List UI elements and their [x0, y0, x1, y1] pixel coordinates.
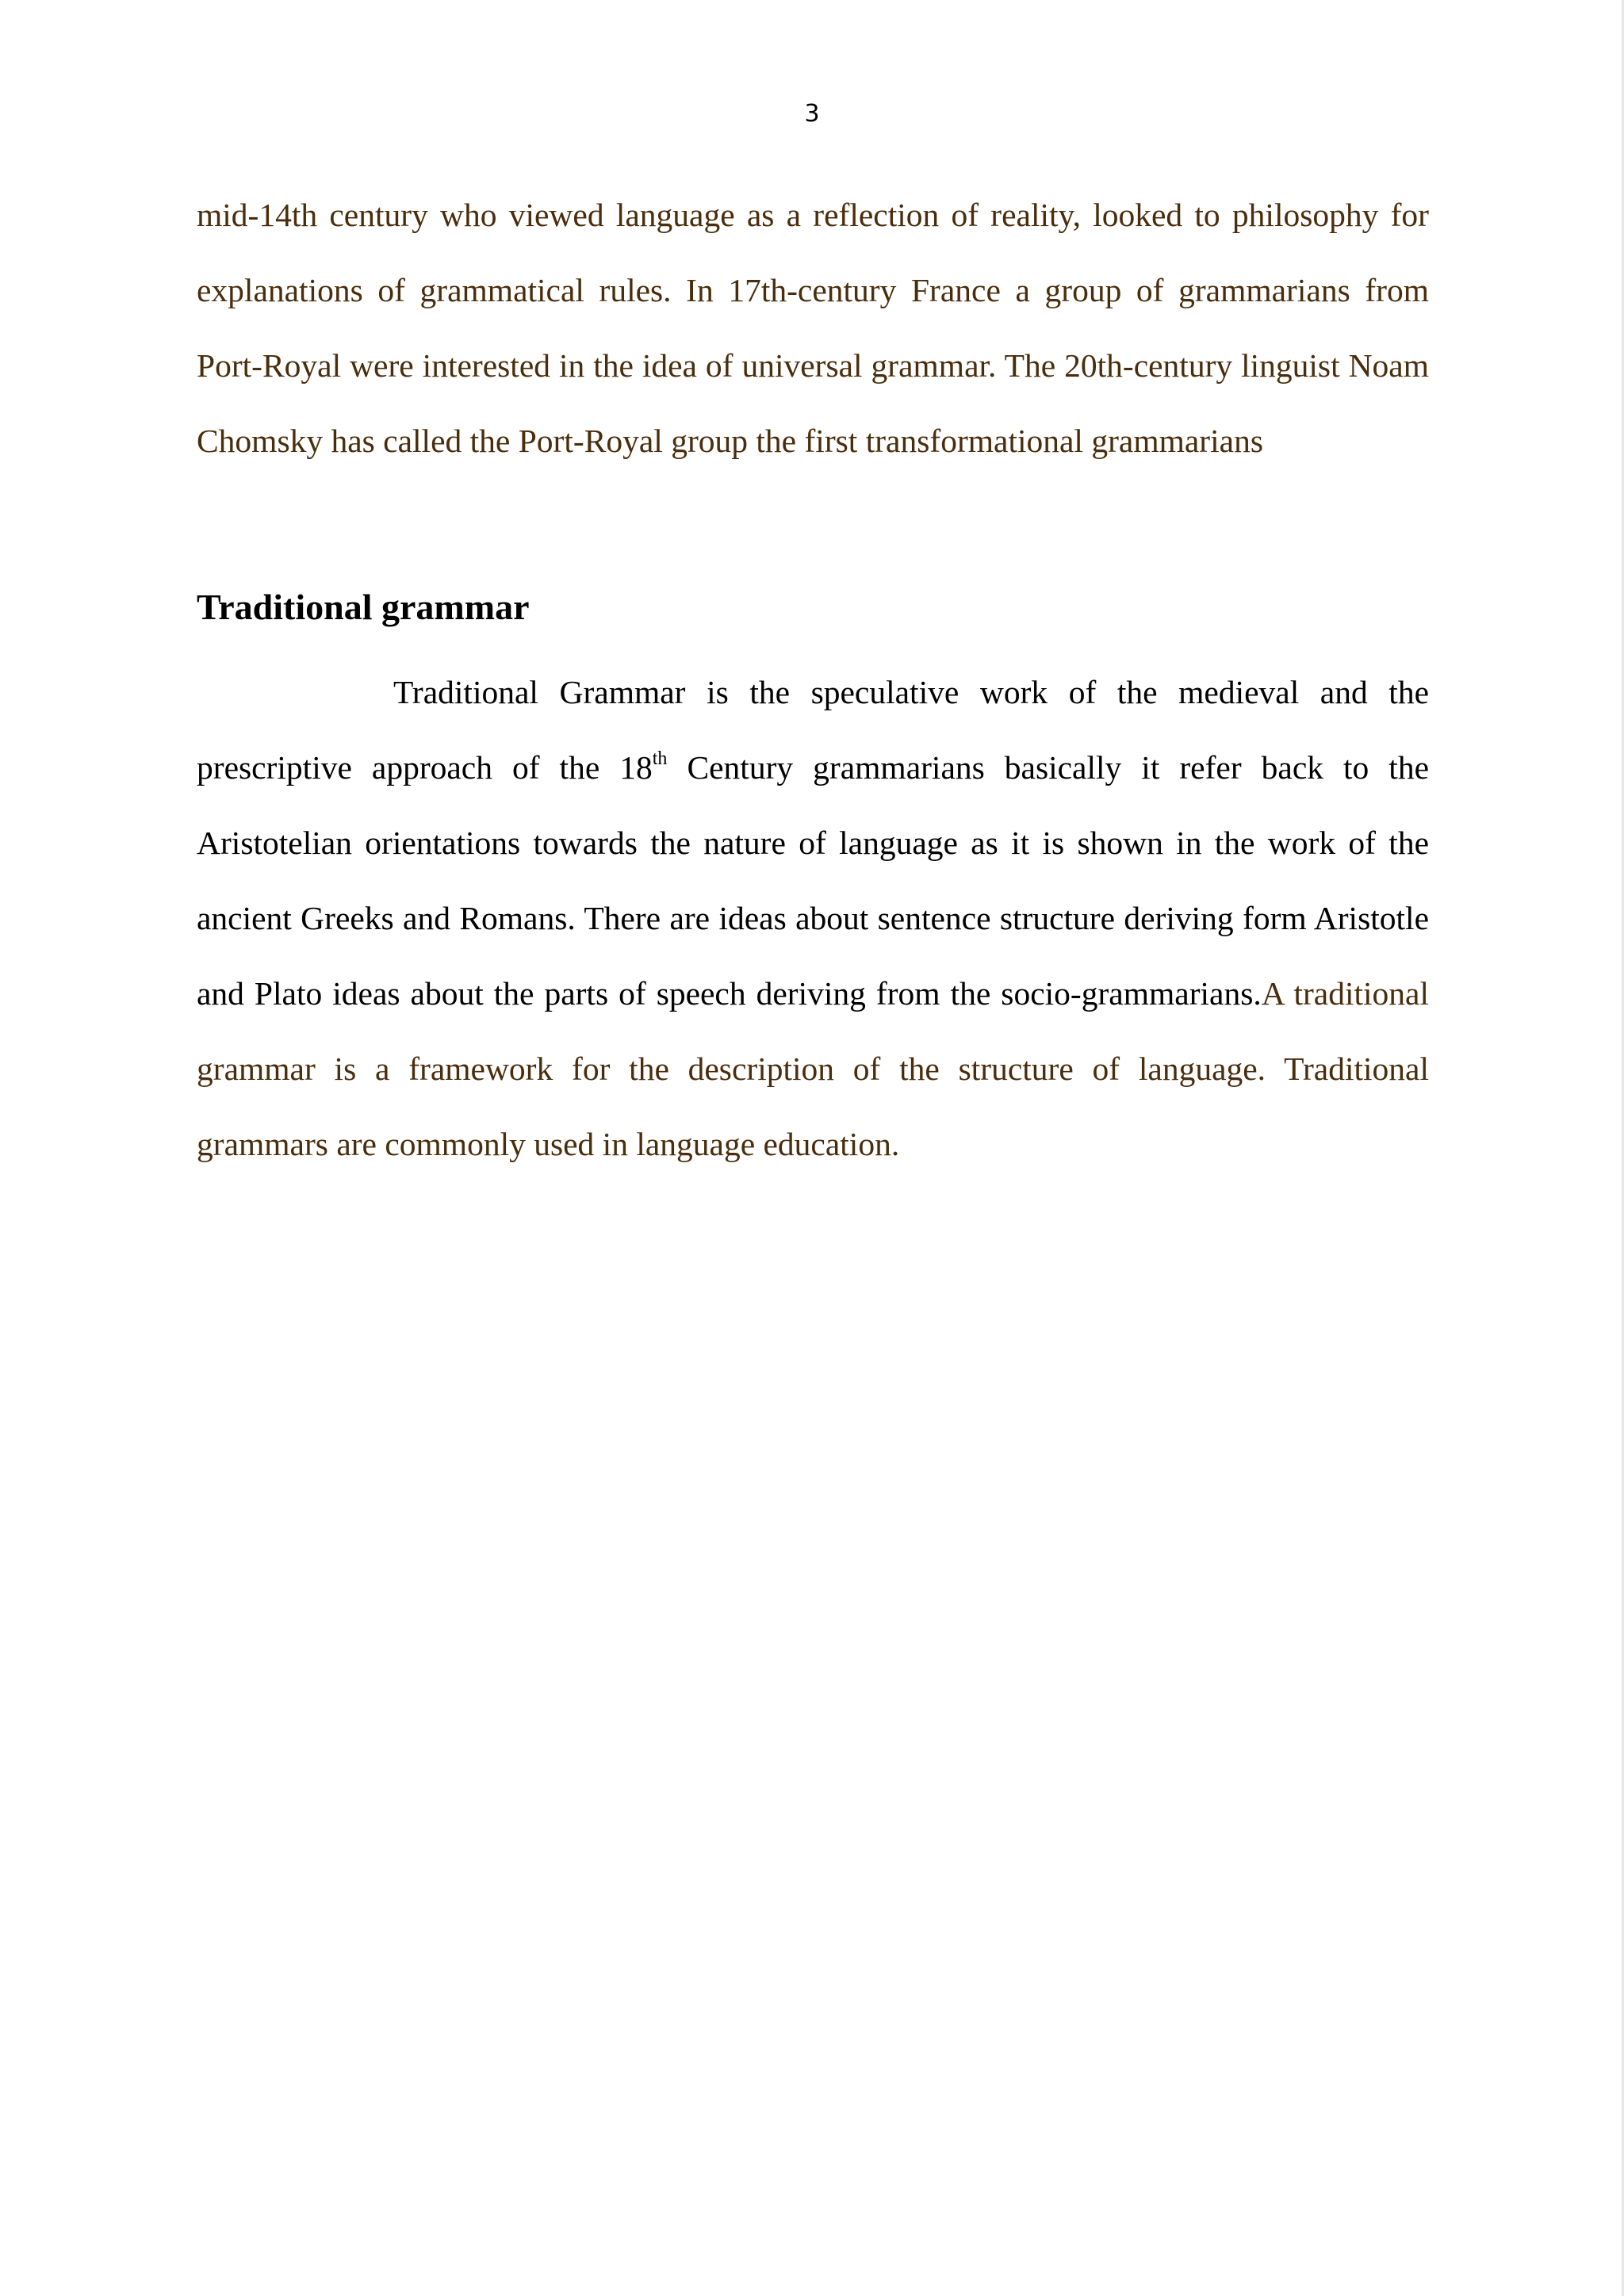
paragraph-text-part-c: A traditional grammar is a framework for the description of the structure of language. Traditional grammars are commonly used in language education. [197, 975, 1429, 1162]
section-heading-traditional-grammar: Traditional grammar [197, 587, 530, 627]
page-number: 3 [804, 100, 820, 128]
paragraph-text-part-b: Century grammarians basically it refer back to the Aristotelian orientations towards the nature of language as it is shown in the work of the ancient Greeks and Romans. There are ideas about sentence structure deriving form Aristotle and Plato ideas about the parts of speech deriving from the socio-grammarians. [197, 749, 1429, 1012]
paragraph-text-part-a: Traditional Grammar is the speculative work of the medieval and the prescriptive approach of the 18 [197, 674, 1429, 786]
ordinal-superscript: th [652, 748, 668, 769]
paragraph-port-royal: mid-14th century who viewed language as a reflection of reality, looked to philosophy for explanations of grammatical rules. In 17th-century France a group of grammarians from Port-Royal were interested in the idea of universal grammar. The 20th-century linguist Noam Chomsky has called the Port-Royal group the first transformational grammarians [197, 197, 1429, 459]
paragraph-traditional-grammar [197, 655, 1429, 1182]
